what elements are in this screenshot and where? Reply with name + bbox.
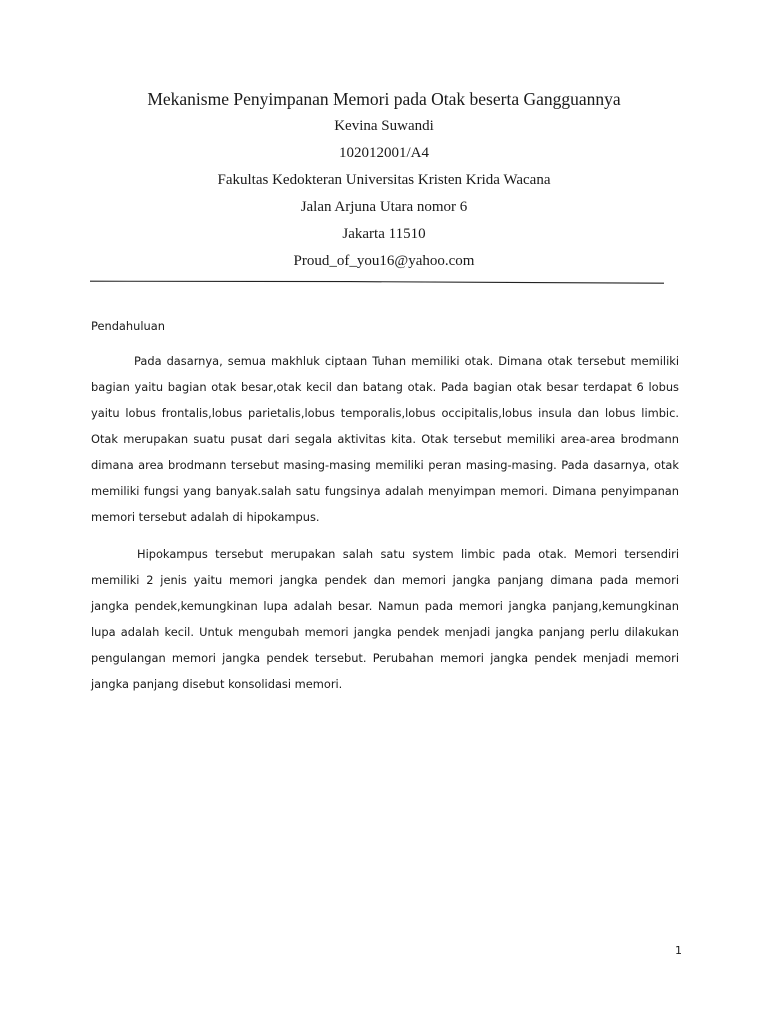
author-name: Kevina Suwandi bbox=[334, 118, 434, 134]
street-address: Jalan Arjuna Utara nomor 6 bbox=[300, 199, 468, 215]
student-id: 102012001/A4 bbox=[339, 145, 429, 161]
city-postal: Jakarta 11510 bbox=[342, 226, 426, 242]
header-divider-line bbox=[90, 280, 664, 284]
page-number: 1 bbox=[675, 944, 682, 957]
document-title: Mekanisme Penyimpanan Memori pada Otak beserta Gangguannya bbox=[147, 89, 621, 109]
paragraph: Hipokampus tersebut merupakan salah satu system limbic pada otak. Memori tersendiri memiliki 2 jenis yaitu memori jangka pendek dan memori jangka panjang dimana pada memori jangka pendek,kemungkinan lupa adalah besar. Namun pada memori jangka panjang,kemungkinan lupa adalah kecil. Untuk mengubah memori jangka pendek menjadi jangka panjang perlu dilakukan pengulangan memori jangka pendek tersebut. Perubahan memori jangka pendek menjadi memori jangka panjang disebut konsolidasi memori. bbox=[91, 547, 679, 691]
section-heading: Pendahuluan bbox=[91, 319, 165, 333]
document-body bbox=[91, 318, 679, 708]
paragraph: Pada dasarnya, semua makhluk ciptaan Tuhan memiliki otak. Dimana otak tersebut memiliki bagian yaitu bagian otak besar,otak kecil dan batang otak. Pada bagian otak besar terdapat 6 lobus yaitu lobus frontalis,lobus parietalis,lobus temporalis,lobus occipitalis,lobus insula dan lobus limbic. Otak merupakan suatu pusat dari segala aktivitas kita. Otak tersebut memiliki area-area brodmann dimana area brodmann tersebut masing-masing memiliki peran masing-masing. Pada dasarnya, otak memiliki fungsi yang banyak.salah satu fungsinya adalah menyimpan memori. Dimana penyimpanan memori tersebut adalah di hipokampus. bbox=[91, 354, 679, 524]
faculty-name: Fakultas Kedokteran Universitas Kristen Krida Wacana bbox=[217, 172, 551, 188]
document-header bbox=[0, 88, 768, 278]
email-address: Proud_of_you16@yahoo.com bbox=[293, 253, 475, 269]
